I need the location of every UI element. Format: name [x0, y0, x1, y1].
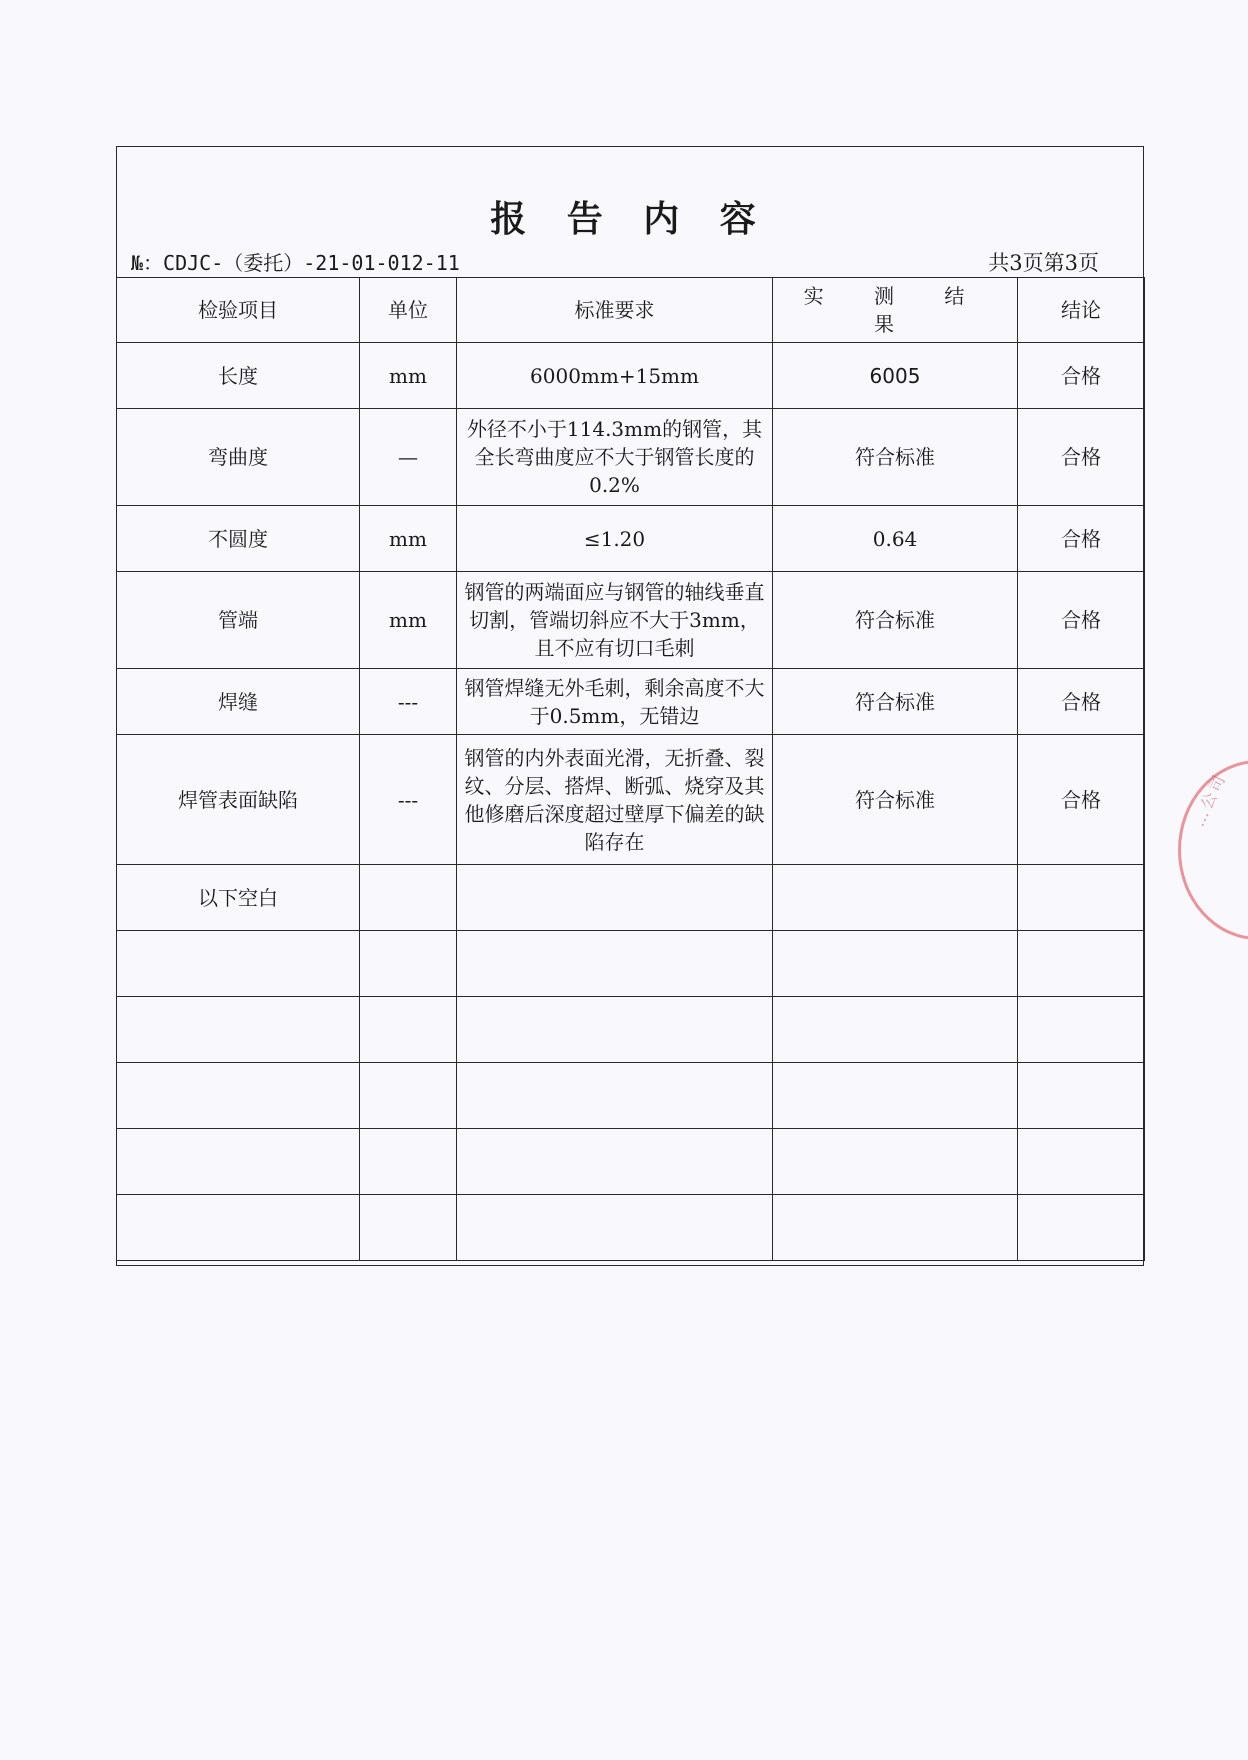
cell-unit: --- [360, 735, 457, 865]
results-table [116, 277, 1145, 1261]
cell-conclusion: 合格 [1018, 506, 1145, 572]
table-row [117, 865, 1145, 931]
cell-unit: mm [360, 506, 457, 572]
cell-conclusion [1018, 865, 1145, 931]
empty-row [117, 1129, 1145, 1195]
empty-row [117, 1063, 1145, 1129]
cell-standard: 钢管焊缝无外毛刺，剩余高度不大于0.5mm，无错边 [457, 669, 773, 735]
cell-standard: 钢管的两端面应与钢管的轴线垂直切割，管端切斜应不大于3mm，且不应有切口毛刺 [457, 572, 773, 669]
header-item: 检验项目 [117, 278, 360, 343]
cell-unit: — [360, 409, 457, 506]
table-header-row [117, 278, 1145, 343]
cell-unit: mm [360, 572, 457, 669]
empty-row [117, 1195, 1145, 1261]
cell-result [773, 865, 1018, 931]
empty-row [117, 997, 1145, 1063]
header-standard: 标准要求 [457, 278, 773, 343]
cell-conclusion: 合格 [1018, 343, 1145, 409]
header-conclusion: 结论 [1018, 278, 1145, 343]
cell-result: 0.64 [773, 506, 1018, 572]
cell-item: 以下空白 [117, 865, 360, 931]
cell-item: 长度 [117, 343, 360, 409]
page-info: 共3页第3页 [988, 251, 1099, 275]
cell-conclusion: 合格 [1018, 735, 1145, 865]
header-unit: 单位 [360, 278, 457, 343]
cell-unit [360, 865, 457, 931]
table-row [117, 669, 1145, 735]
table-row [117, 506, 1145, 572]
cell-result: 符合标准 [773, 572, 1018, 669]
cell-result: 符合标准 [773, 735, 1018, 865]
cell-standard [457, 865, 773, 931]
report-frame [116, 146, 1144, 1266]
cell-result: 6005 [773, 343, 1018, 409]
cell-result: 符合标准 [773, 669, 1018, 735]
cell-item: 焊缝 [117, 669, 360, 735]
table-row [117, 409, 1145, 506]
cell-standard: 6000mm+15mm [457, 343, 773, 409]
seal-text: …公司 [1188, 769, 1231, 830]
cell-unit: mm [360, 343, 457, 409]
cell-conclusion: 合格 [1018, 572, 1145, 669]
cell-item: 焊管表面缺陷 [117, 735, 360, 865]
cell-item: 弯曲度 [117, 409, 360, 506]
cell-item: 管端 [117, 572, 360, 669]
cell-standard: ≤1.20 [457, 506, 773, 572]
cell-result: 符合标准 [773, 409, 1018, 506]
empty-row [117, 931, 1145, 997]
header-result: 实 测 结 果 [773, 278, 1018, 343]
report-number: №：CDJC-（委托）-21-01-012-11 [131, 251, 460, 275]
cell-conclusion: 合格 [1018, 409, 1145, 506]
table-row [117, 735, 1145, 865]
table-row [117, 572, 1145, 669]
cell-standard: 外径不小于114.3mm的钢管，其全长弯曲度应不大于钢管长度的0.2% [457, 409, 773, 506]
cell-standard: 钢管的内外表面光滑，无折叠、裂纹、分层、搭焊、断弧、烧穿及其他修磨后深度超过壁厚下偏差的缺陷存在 [457, 735, 773, 865]
report-title: 报 告 内 容 [490, 199, 770, 240]
table-row [117, 343, 1145, 409]
cell-unit: --- [360, 669, 457, 735]
cell-item: 不圆度 [117, 506, 360, 572]
cell-conclusion: 合格 [1018, 669, 1145, 735]
